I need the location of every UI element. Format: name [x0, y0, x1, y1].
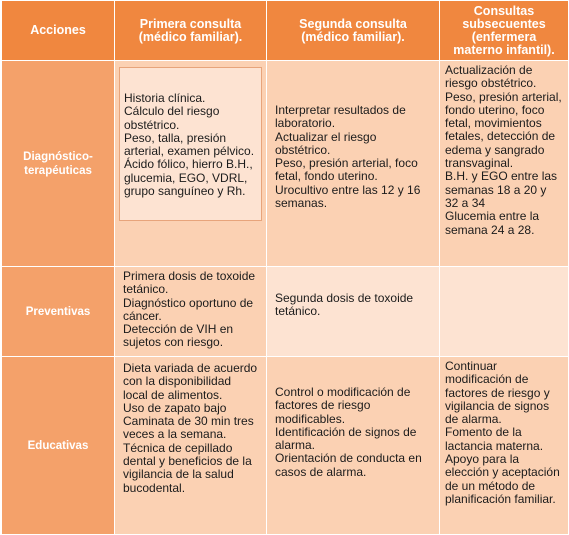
- table-row-diagnostico: [2, 61, 569, 267]
- list-item: Uso de zapato bajo: [123, 400, 227, 415]
- list-item: Peso, presión arterial, foco fetal, fondo uterino.: [275, 156, 418, 184]
- header-acciones: Acciones: [2, 1, 115, 61]
- list-item: Historia clínica.: [124, 91, 206, 105]
- list-item: Continuar modificación de factores de riesgo y vigilancia de signos de alarma.: [445, 359, 550, 427]
- list-item: Control o modificación de factores de riesgo modificables.: [275, 385, 411, 426]
- list-item: Primera dosis de toxoide tetánico.: [123, 269, 256, 297]
- cell-diag-primera: [115, 61, 267, 267]
- list-item: Actualizar el riesgo obstétrico.: [275, 129, 377, 157]
- list-item: Peso, talla, presión arterial, examen pélvico.: [124, 130, 255, 159]
- cell-prev-segunda: [267, 267, 440, 357]
- list-item: Cálculo del riesgo obstétrico.: [124, 104, 220, 132]
- list-item: Fomento de la lactancia materna.: [445, 425, 544, 453]
- cell-edu-segunda: [267, 357, 440, 535]
- list-item: Orientación de conducta en casos de alarma.: [275, 451, 422, 479]
- list-item: Caminata de 30 min tres veces a la semana.: [123, 414, 254, 442]
- list-item: Urocultivo entre las 12 y 16 semanas.: [275, 182, 421, 211]
- cell-diag-subsecuentes: [440, 61, 569, 267]
- list-item: Apoyo para la elección y aceptación de un método de planificación familiar.: [445, 452, 560, 506]
- list-item: Detección de VIH en sujetos con riesgo.: [123, 322, 234, 350]
- row-label-preventivas: Preventivas: [2, 267, 115, 357]
- list-item: Segunda dosis de toxoide tetánico.: [275, 291, 414, 319]
- list-item: Peso, presión arterial, fondo uterino, foco fetal, movimientos fetales, detección de edema y sangrado transvaginal.: [445, 89, 562, 171]
- header-segunda-consulta: Segunda consulta (médico familiar).: [267, 1, 440, 61]
- list-item: Interpretar resultados de laboratorio.: [275, 103, 406, 131]
- row-label-educativas: Educativas: [2, 357, 115, 535]
- list-item: Identificación de signos de alarma.: [275, 424, 417, 453]
- cell-diag-segunda: [267, 61, 440, 267]
- header-primera-consulta: Primera consulta (médico familiar).: [115, 1, 267, 61]
- table-row-educativas: [2, 357, 569, 535]
- list-item: Actualización de riesgo obstétrico.: [445, 63, 537, 91]
- list-item: Técnica de cepillado dental y beneficios de la vigilancia de la salud bucodental.: [123, 440, 252, 495]
- cell-prev-subsecuentes: [440, 267, 569, 357]
- table-row-preventivas: [2, 267, 569, 357]
- list-item: B.H. y EGO entre las semanas 18 a 20 y 32 a 34: [445, 169, 558, 210]
- prenatal-care-table: [1, 0, 569, 535]
- cell-edu-primera: [115, 357, 267, 535]
- list-item: Dieta variada de acuerdo con la disponibilidad local de alimentos.: [123, 361, 258, 402]
- list-item: Glucemia entre la semana 24 a 28.: [445, 209, 540, 237]
- row-label-diagnostico: Diagnóstico- terapéuticas: [2, 61, 115, 267]
- header-row: [2, 1, 569, 61]
- list-item: Diagnóstico oportuno de cáncer.: [123, 295, 254, 323]
- header-consultas-subsecuentes: Consultas subsecuentes (enfermera materno infantil).: [440, 1, 569, 61]
- cell-edu-subsecuentes: [440, 357, 569, 535]
- list-item: Ácido fólico, hierro B.H., glucemia, EGO, VDRL, grupo sanguíneo y Rh.: [124, 157, 253, 199]
- cell-prev-primera: [115, 267, 267, 357]
